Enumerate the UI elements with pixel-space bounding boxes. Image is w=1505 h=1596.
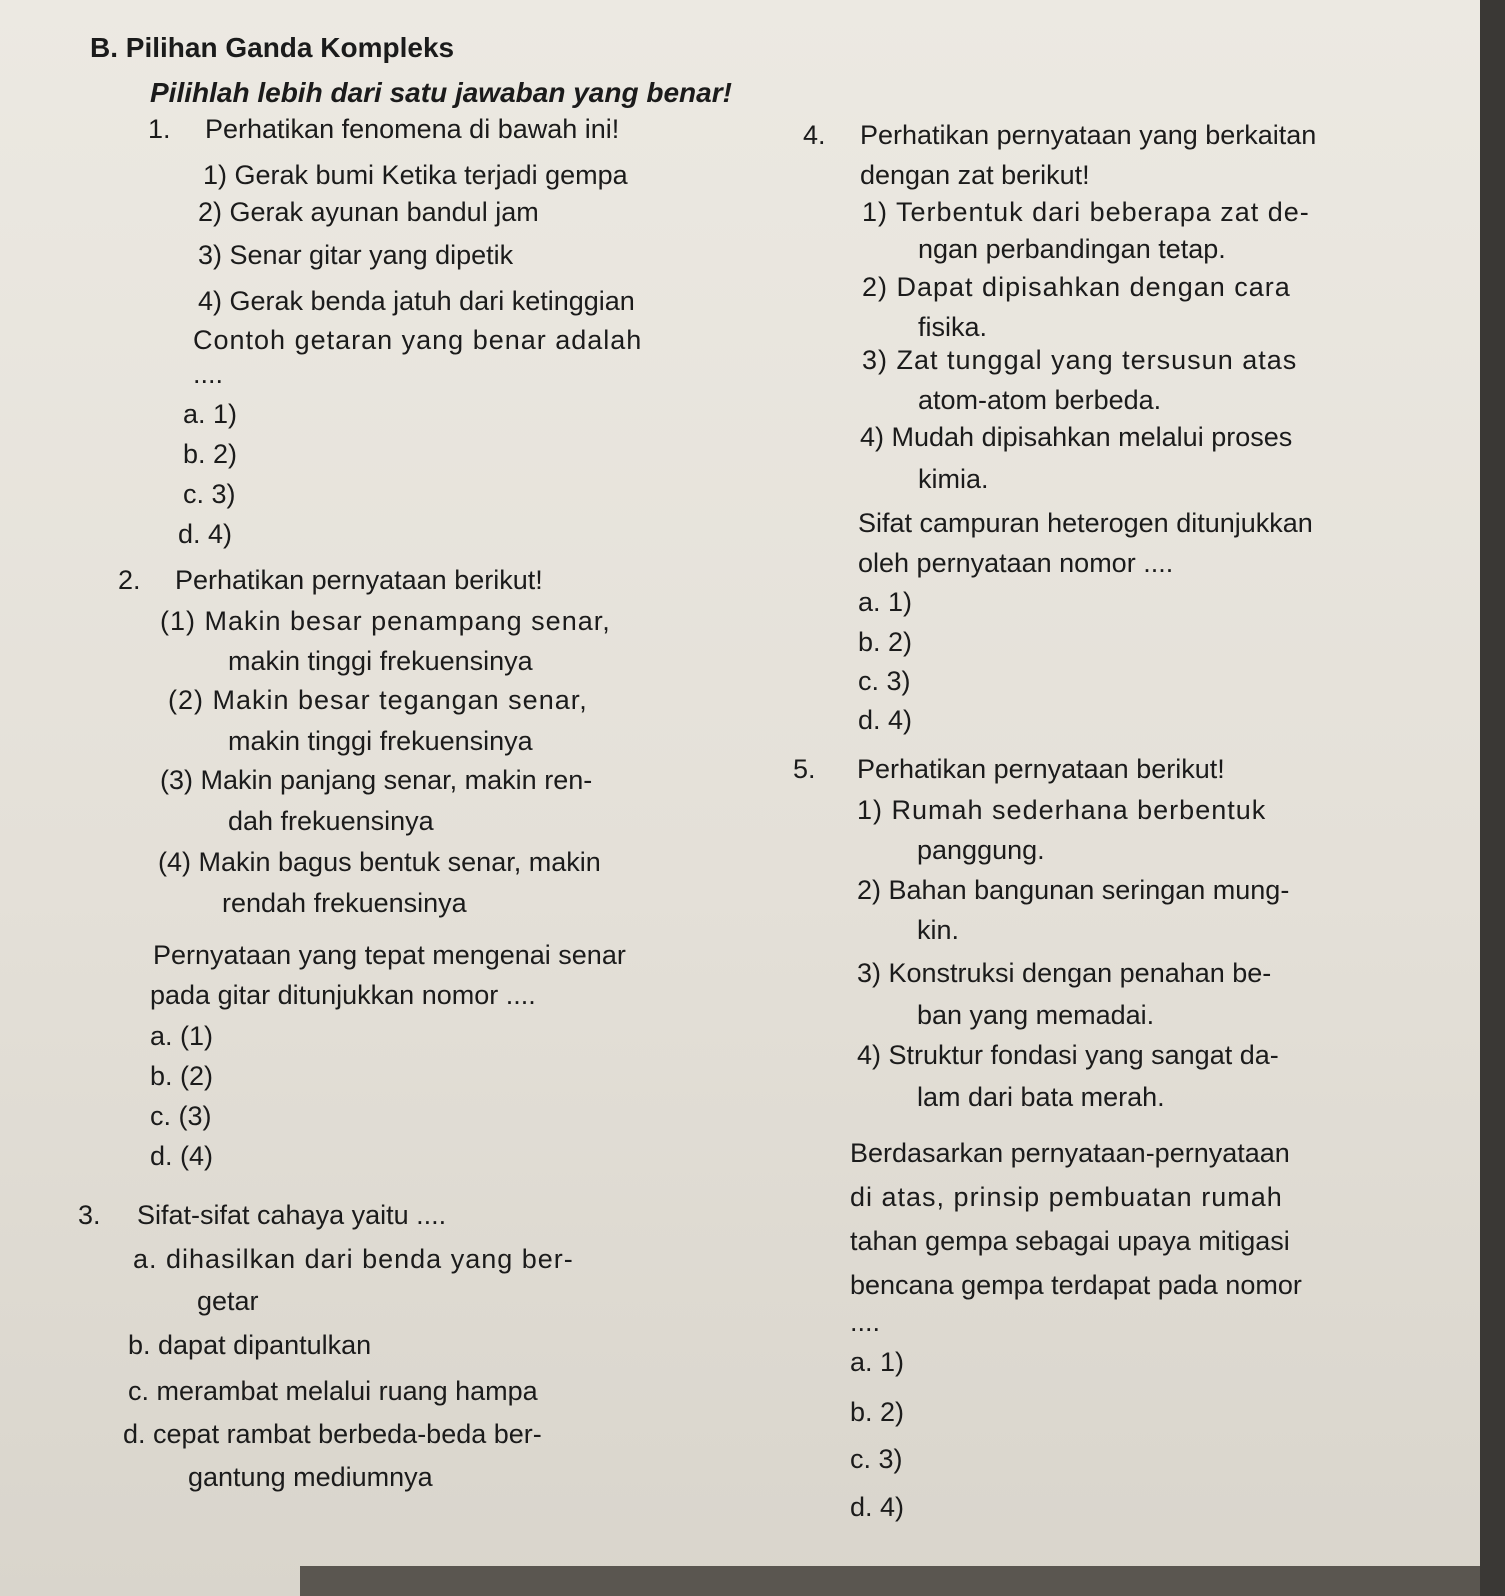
q1-item: 4) Gerak benda jatuh dari ketinggian [198,286,635,316]
q4-stem: Perhatikan pernyataan yang berkaitan [860,120,1317,150]
q5-paragraph-line-4: bencana gempa terdapat pada nomor [850,1270,1302,1300]
q5-option-a[interactable]: a. 1) [850,1347,905,1377]
q3-option-a[interactable]: a. dihasilkan dari benda yang ber- [133,1244,574,1274]
q3-option-b[interactable]: b. dapat dipantulkan [128,1330,372,1360]
q5-statement-4-cont: lam dari bata merah. [917,1082,1165,1112]
q4-number: 4. [803,120,826,150]
q2-prompt-cont: pada gitar ditunjukkan nomor .... [150,980,536,1010]
q5-statement-4: 4) Struktur fondasi yang sangat da- [857,1040,1279,1070]
q1-number: 1. [148,114,171,144]
q5-number: 5. [793,754,816,784]
q4-statement-4: 4) Mudah dipisahkan melalui proses [860,422,1293,452]
q2-option-a[interactable]: a. (1) [150,1021,214,1051]
section-instruction: Pilihlah lebih dari satu jawaban yang benar! [150,77,732,108]
q2-option-c[interactable]: c. (3) [150,1101,212,1131]
q2-statement-1: (1) Makin besar penampang senar, [160,606,611,636]
q2-option-d[interactable]: d. (4) [150,1141,214,1171]
q5-stem: Perhatikan pernyataan berikut! [857,754,1225,784]
q3-option-a-cont: getar [197,1286,259,1316]
q2-statement-3: (3) Makin panjang senar, makin ren- [160,765,593,795]
q3-option-c[interactable]: c. merambat melalui ruang hampa [128,1376,538,1406]
q1-blank: .... [193,359,224,389]
q2-prompt: Pernyataan yang tepat mengenai senar [153,940,626,970]
q5-statement-3: 3) Konstruksi dengan penahan be- [857,958,1272,988]
q1-prompt: Contoh getaran yang benar adalah [193,325,643,355]
q2-option-b[interactable]: b. (2) [150,1061,214,1091]
q5-option-c[interactable]: c. 3) [850,1444,903,1474]
q2-statement-4: (4) Makin bagus bentuk senar, makin [158,847,601,877]
q5-statement-2-cont: kin. [917,915,960,945]
q2-statement-1-cont: makin tinggi frekuensinya [228,646,533,676]
q5-statement-2: 2) Bahan bangunan seringan mung- [857,875,1290,905]
q2-number: 2. [118,565,141,595]
q2-statement-2-cont: makin tinggi frekuensinya [228,726,533,756]
page-bottom-edge [300,1566,1480,1596]
q4-statement-1-cont: ngan perbandingan tetap. [918,234,1226,264]
q4-statement-2: 2) Dapat dipisahkan dengan cara [862,272,1291,302]
q4-option-a[interactable]: a. 1) [858,587,913,617]
q1-item: 1) Gerak bumi Ketika terjadi gempa [203,160,628,190]
q1-item: 3) Senar gitar yang dipetik [198,240,514,270]
q5-statement-1-cont: panggung. [917,835,1045,865]
q5-statement-3-cont: ban yang memadai. [917,1000,1155,1030]
q1-item: 2) Gerak ayunan bandul jam [198,197,539,227]
q2-statement-2: (2) Makin besar tegangan senar, [168,685,588,715]
q3-stem: Sifat-sifat cahaya yaitu .... [137,1200,447,1230]
q1-option-a[interactable]: a. 1) [183,399,238,429]
q4-option-d[interactable]: d. 4) [858,705,913,735]
q4-statement-2-cont: fisika. [918,312,988,342]
q5-option-d[interactable]: d. 4) [850,1492,905,1522]
q4-option-b[interactable]: b. 2) [858,627,913,657]
q1-option-d[interactable]: d. 4) [178,519,233,549]
q4-stem-cont: dengan zat berikut! [860,160,1090,190]
q4-prompt: Sifat campuran heterogen ditunjukkan [858,508,1313,538]
q3-option-d-cont: gantung mediumnya [188,1462,433,1492]
q4-prompt-cont: oleh pernyataan nomor .... [858,548,1174,578]
q4-statement-1: 1) Terbentuk dari beberapa zat de- [862,197,1310,227]
q5-paragraph-line-2: di atas, prinsip pembuatan rumah [850,1182,1283,1212]
q5-option-b[interactable]: b. 2) [850,1397,905,1427]
q1-option-b[interactable]: b. 2) [183,439,238,469]
q4-statement-3-cont: atom-atom berbeda. [918,385,1162,415]
q4-option-c[interactable]: c. 3) [858,666,911,696]
q3-option-d[interactable]: d. cepat rambat berbeda-beda ber- [123,1419,542,1449]
q1-stem: Perhatikan fenomena di bawah ini! [205,114,620,144]
section-title: B. Pilihan Ganda Kompleks [90,32,455,63]
q2-statement-3-cont: dah frekuensinya [228,806,434,836]
page-edge-shadow [1480,0,1505,1596]
q2-stem: Perhatikan pernyataan berikut! [175,565,543,595]
q5-paragraph-line-3: tahan gempa sebagai upaya mitigasi [850,1226,1290,1256]
q5-paragraph-line-1: Berdasarkan pernyataan-pernyataan [850,1138,1290,1168]
q1-option-c[interactable]: c. 3) [183,479,236,509]
q4-statement-3: 3) Zat tunggal yang tersusun atas [862,345,1298,375]
q5-blank: .... [850,1307,881,1337]
q3-number: 3. [78,1200,101,1230]
q5-statement-1: 1) Rumah sederhana berbentuk [857,795,1267,825]
q2-statement-4-cont: rendah frekuensinya [222,888,467,918]
q4-statement-4-cont: kimia. [918,464,989,494]
